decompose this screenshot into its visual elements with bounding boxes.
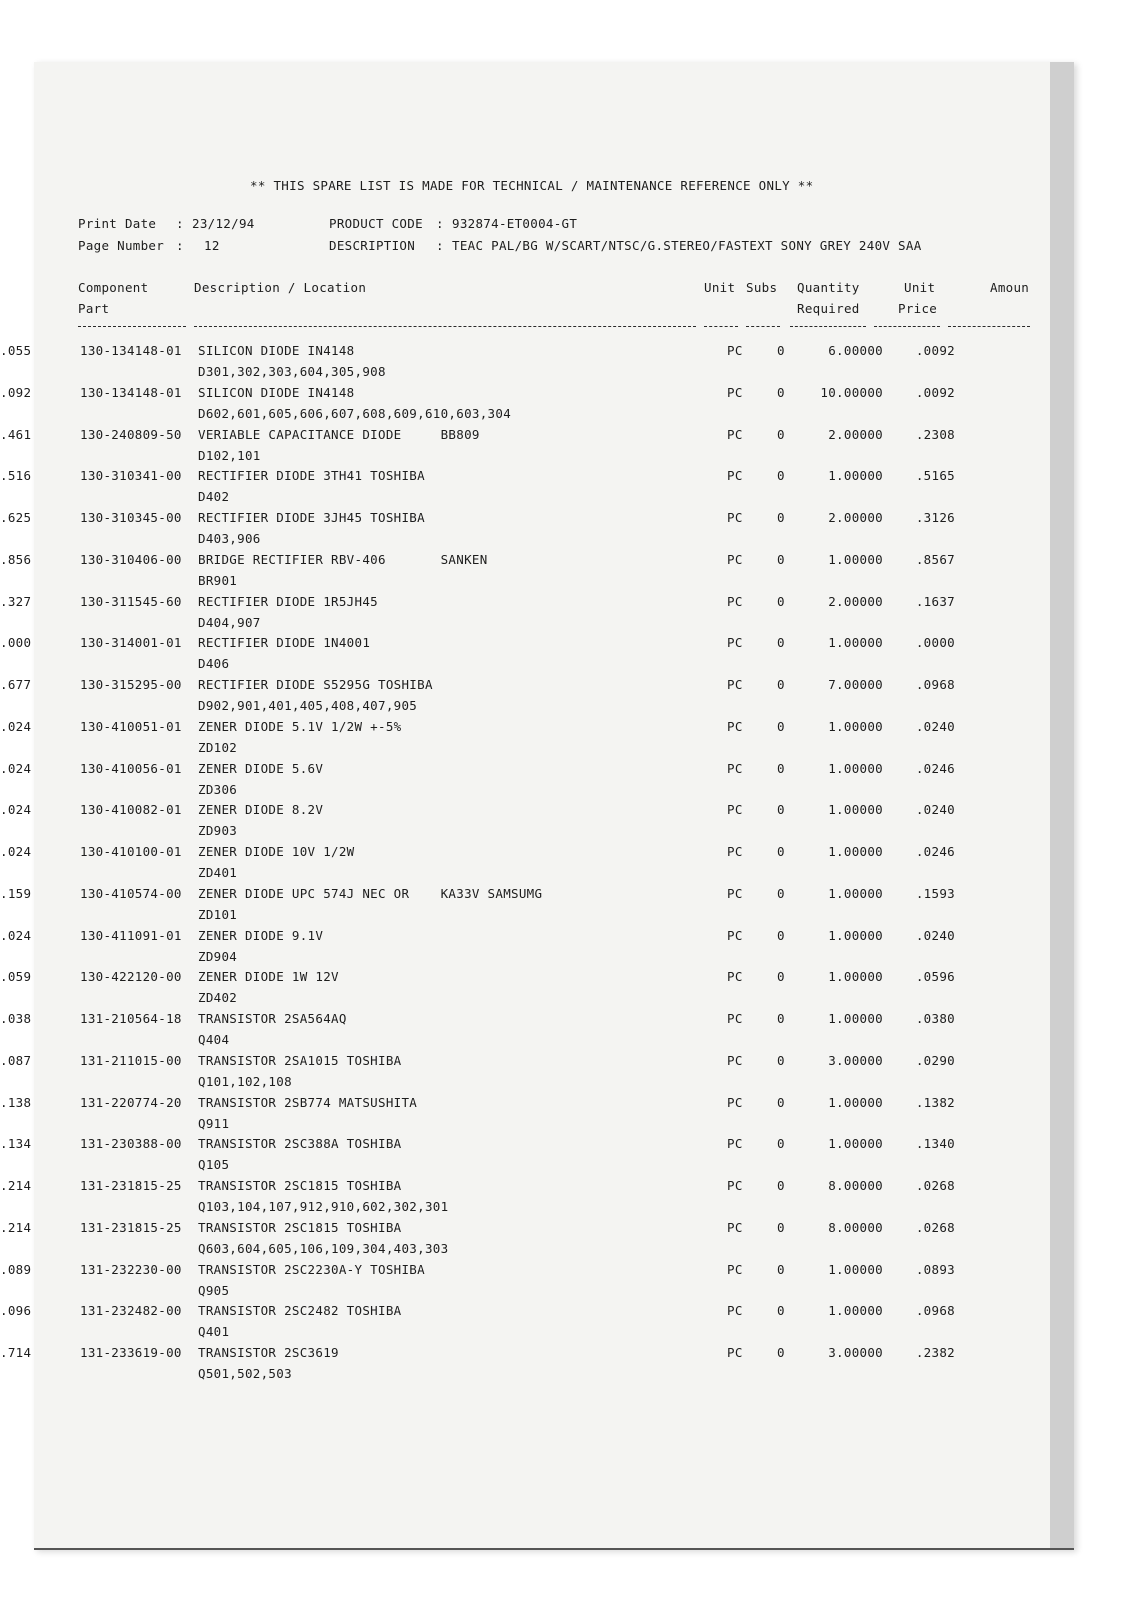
subs: 0	[777, 677, 785, 692]
part-number: 131-233619-00	[80, 1345, 182, 1360]
part-number: 130-134148-01	[80, 384, 182, 400]
table-row	[0, 343, 1131, 385]
table-row	[0, 1011, 1131, 1053]
part-description: RECTIFIER DIODE 1R5JH45	[198, 593, 378, 609]
unit-price: .0268	[915, 1219, 955, 1235]
amount: .677	[0, 677, 32, 692]
part-location: Q404	[198, 1032, 230, 1047]
part-description: RECTIFIER DIODE 3TH41 TOSHIBA	[198, 468, 425, 484]
col-part: Part	[78, 301, 110, 316]
amount: .461	[0, 426, 32, 442]
unit: PC	[727, 677, 743, 692]
quantity-required: 1.00000	[828, 1094, 883, 1110]
part-number: 131-232230-00	[80, 1261, 182, 1277]
part-description: SILICON DIODE IN4148	[198, 384, 355, 400]
col-description: Description / Location	[194, 280, 367, 295]
part-description: ZENER DIODE 9.1V	[198, 927, 324, 943]
part-number: 131-230388-00	[80, 1136, 182, 1152]
table-row	[0, 468, 1131, 510]
col-required: Required	[797, 301, 860, 316]
quantity-required: 8.00000	[828, 1178, 883, 1193]
unit: PC	[727, 885, 743, 901]
table-row	[0, 385, 1131, 427]
part-number: 130-311545-60	[80, 593, 182, 609]
part-number: 131-231815-25	[80, 1219, 182, 1235]
subs: 0	[777, 802, 785, 818]
part-location: Q905	[198, 1282, 230, 1298]
amount: .138	[0, 1094, 32, 1110]
quantity-required: 1.00000	[828, 468, 883, 484]
table-row	[0, 1220, 1131, 1262]
part-description: ZENER DIODE 8.2V	[198, 802, 324, 818]
unit-price: .8567	[915, 551, 955, 567]
subs: 0	[777, 1136, 785, 1152]
unit-price: .1340	[915, 1136, 955, 1152]
amount: .087	[0, 1052, 32, 1068]
unit-price: .0092	[915, 384, 955, 400]
part-location: D402	[198, 489, 230, 505]
unit: PC	[727, 551, 743, 567]
part-description: SILICON DIODE IN4148	[198, 343, 355, 358]
part-number: 130-410056-01	[80, 760, 182, 776]
table-row	[0, 1095, 1131, 1137]
unit-price: .0968	[915, 1303, 955, 1319]
amount: .625	[0, 510, 32, 525]
rule-price	[874, 326, 940, 328]
table-row	[0, 594, 1131, 636]
part-description: TRANSISTOR 2SC1815 TOSHIBA	[198, 1219, 402, 1235]
rule-subs	[746, 326, 780, 328]
subs: 0	[777, 1178, 785, 1193]
part-description: RECTIFIER DIODE S5295G TOSHIBA	[198, 677, 433, 692]
quantity-required: 1.00000	[828, 969, 883, 985]
unit: PC	[727, 1011, 743, 1026]
unit-price: .1593	[915, 885, 955, 901]
amount: .134	[0, 1136, 32, 1152]
subs: 0	[777, 1303, 785, 1319]
unit: PC	[727, 802, 743, 818]
part-description: ZENER DIODE 10V 1/2W	[198, 844, 355, 859]
unit: PC	[727, 760, 743, 776]
rule-quantity	[790, 326, 866, 328]
unit: PC	[727, 927, 743, 943]
part-description: TRANSISTOR 2SC2230A-Y TOSHIBA	[198, 1261, 425, 1277]
part-location: ZD306	[198, 781, 238, 797]
table-row	[0, 844, 1131, 886]
part-number: 130-410100-01	[80, 844, 182, 859]
unit-price: .1637	[915, 593, 955, 609]
colon: :	[176, 216, 184, 231]
subs: 0	[777, 343, 785, 358]
part-location: Q911	[198, 1115, 230, 1131]
part-location: D301,302,303,604,305,908	[198, 364, 386, 379]
part-location: Q101,102,108	[198, 1073, 292, 1089]
part-number: 130-410574-00	[80, 885, 182, 901]
quantity-required: 2.00000	[828, 426, 883, 442]
subs: 0	[777, 1094, 785, 1110]
amount: .024	[0, 927, 32, 943]
amount: .089	[0, 1261, 32, 1277]
subs: 0	[777, 510, 785, 525]
part-number: 130-134148-01	[80, 343, 182, 358]
quantity-required: 6.00000	[828, 343, 883, 358]
part-description: ZENER DIODE UPC 574J NEC OR KA33V SAMSUMG	[198, 885, 543, 901]
unit-price: .0240	[915, 802, 955, 818]
unit-price: .0268	[915, 1178, 955, 1193]
table-row	[0, 635, 1131, 677]
unit: PC	[727, 969, 743, 985]
unit-price: .0240	[915, 927, 955, 943]
part-location: D602,601,605,606,607,608,609,610,603,304	[198, 405, 512, 421]
amount: .024	[0, 718, 32, 734]
subs: 0	[777, 635, 785, 651]
part-description: ZENER DIODE 1W 12V	[198, 969, 339, 985]
quantity-required: 3.00000	[828, 1345, 883, 1360]
amount: .214	[0, 1178, 32, 1193]
unit-price: .5165	[915, 468, 955, 484]
unit-price: .0968	[915, 677, 955, 692]
table-row	[0, 510, 1131, 552]
amount: .000	[0, 635, 32, 651]
unit-price: .2308	[915, 426, 955, 442]
table-row	[0, 969, 1131, 1011]
part-description: TRANSISTOR 2SA564AQ	[198, 1011, 347, 1026]
amount: .327	[0, 593, 32, 609]
unit: PC	[727, 844, 743, 859]
table-row	[0, 1178, 1131, 1220]
colon: :	[436, 216, 444, 231]
subs: 0	[777, 969, 785, 985]
subs: 0	[777, 468, 785, 484]
unit: PC	[727, 635, 743, 651]
unit-price: .0380	[915, 1011, 955, 1026]
unit-price: .0290	[915, 1052, 955, 1068]
description-value: TEAC PAL/BG W/SCART/NTSC/G.STEREO/FASTEXT SONY GREY 240V SAA	[452, 238, 922, 253]
quantity-required: 1.00000	[828, 1136, 883, 1152]
subs: 0	[777, 593, 785, 609]
amount: .024	[0, 802, 32, 818]
part-description: BRIDGE RECTIFIER RBV-406 SANKEN	[198, 551, 488, 567]
subs: 0	[777, 551, 785, 567]
part-number: 130-410051-01	[80, 718, 182, 734]
quantity-required: 1.00000	[828, 844, 883, 859]
description-label: DESCRIPTION	[329, 238, 416, 253]
part-number: 131-232482-00	[80, 1303, 182, 1319]
part-description: TRANSISTOR 2SC1815 TOSHIBA	[198, 1178, 402, 1193]
part-location: BR901	[198, 572, 238, 588]
part-description: ZENER DIODE 5.6V	[198, 760, 324, 776]
quantity-required: 1.00000	[828, 885, 883, 901]
amount: .159	[0, 885, 32, 901]
subs: 0	[777, 1261, 785, 1277]
table-row	[0, 1262, 1131, 1304]
unit: PC	[727, 343, 743, 358]
part-description: RECTIFIER DIODE 3JH45 TOSHIBA	[198, 510, 425, 525]
quantity-required: 2.00000	[828, 593, 883, 609]
disclaimer-banner: ** THIS SPARE LIST IS MADE FOR TECHNICAL / MAINTENANCE REFERENCE ONLY **	[250, 178, 814, 193]
subs: 0	[777, 384, 785, 400]
col-unit: Unit	[704, 280, 736, 295]
unit: PC	[727, 468, 743, 484]
unit: PC	[727, 1219, 743, 1235]
unit-price: .0246	[915, 844, 955, 859]
amount: .055	[0, 343, 32, 358]
table-row	[0, 886, 1131, 928]
table-row	[0, 1345, 1131, 1387]
table-row	[0, 928, 1131, 970]
subs: 0	[777, 1219, 785, 1235]
subs: 0	[777, 927, 785, 943]
unit: PC	[727, 1303, 743, 1319]
part-description: TRANSISTOR 2SB774 MATSUSHITA	[198, 1094, 418, 1110]
subs: 0	[777, 1052, 785, 1068]
quantity-required: 10.00000	[820, 384, 883, 400]
subs: 0	[777, 1345, 785, 1360]
quantity-required: 1.00000	[828, 1011, 883, 1026]
amount: .024	[0, 760, 32, 776]
part-number: 130-310345-00	[80, 510, 182, 525]
product-code-label: PRODUCT CODE	[329, 216, 423, 231]
part-location: Q603,604,605,106,109,304,403,303	[198, 1240, 449, 1256]
unit: PC	[727, 510, 743, 525]
col-amount: Amoun	[990, 280, 1030, 295]
amount: .092	[0, 384, 32, 400]
part-number: 130-410082-01	[80, 802, 182, 818]
amount: .516	[0, 468, 32, 484]
unit: PC	[727, 426, 743, 442]
quantity-required: 1.00000	[828, 635, 883, 651]
part-location: ZD402	[198, 990, 238, 1006]
table-row	[0, 1136, 1131, 1178]
unit-price: .0240	[915, 718, 955, 734]
quantity-required: 1.00000	[828, 927, 883, 943]
rule-unit	[704, 326, 738, 328]
table-row	[0, 802, 1131, 844]
part-location: Q501,502,503	[198, 1366, 292, 1381]
unit: PC	[727, 1345, 743, 1360]
part-location: D902,901,401,405,408,407,905	[198, 698, 418, 713]
unit-price: .0596	[915, 969, 955, 985]
quantity-required: 3.00000	[828, 1052, 883, 1068]
unit-price: .1382	[915, 1094, 955, 1110]
colon: :	[436, 238, 444, 253]
part-number: 130-422120-00	[80, 969, 182, 985]
part-number: 130-240809-50	[80, 426, 182, 442]
unit: PC	[727, 593, 743, 609]
unit: PC	[727, 1094, 743, 1110]
table-row	[0, 719, 1131, 761]
col-subs: Subs	[746, 280, 778, 295]
unit-price: .0246	[915, 760, 955, 776]
unit: PC	[727, 718, 743, 734]
part-location: D102,101	[198, 447, 261, 463]
part-description: RECTIFIER DIODE 1N4001	[198, 635, 371, 651]
unit: PC	[727, 1136, 743, 1152]
table-row	[0, 677, 1131, 719]
part-location: Q401	[198, 1324, 230, 1340]
page-number-value: 12	[204, 238, 220, 253]
table-row	[0, 1053, 1131, 1095]
unit: PC	[727, 1178, 743, 1193]
part-description: TRANSISTOR 2SC388A TOSHIBA	[198, 1136, 402, 1152]
quantity-required: 1.00000	[828, 760, 883, 776]
part-number: 131-211015-00	[80, 1052, 182, 1068]
rule-amount	[948, 326, 1030, 328]
subs: 0	[777, 426, 785, 442]
table-row	[0, 1303, 1131, 1345]
subs: 0	[777, 844, 785, 859]
part-location: D406	[198, 656, 230, 672]
amount: .024	[0, 844, 32, 859]
print-date-label: Print Date	[78, 216, 157, 231]
part-location: ZD904	[198, 948, 238, 964]
quantity-required: 1.00000	[828, 1303, 883, 1319]
part-number: 131-231815-25	[80, 1178, 182, 1193]
table-row	[0, 427, 1131, 469]
col-unit-price: Unit	[904, 280, 936, 295]
part-location: ZD903	[198, 823, 238, 839]
part-location: D403,906	[198, 531, 261, 546]
part-number: 131-210564-18	[80, 1011, 182, 1026]
subs: 0	[777, 760, 785, 776]
unit-price: .0893	[915, 1261, 955, 1277]
unit-price: .3126	[915, 510, 955, 525]
quantity-required: 7.00000	[828, 677, 883, 692]
unit-price: .2382	[915, 1345, 955, 1360]
part-location: ZD401	[198, 865, 238, 880]
col-price: Price	[898, 301, 938, 316]
part-number: 130-314001-01	[80, 635, 182, 651]
amount: .856	[0, 551, 32, 567]
part-location: Q103,104,107,912,910,602,302,301	[198, 1199, 449, 1214]
part-number: 131-220774-20	[80, 1094, 182, 1110]
part-number: 130-411091-01	[80, 927, 182, 943]
subs: 0	[777, 885, 785, 901]
amount: .714	[0, 1345, 32, 1360]
part-location: D404,907	[198, 614, 261, 630]
quantity-required: 1.00000	[828, 1261, 883, 1277]
quantity-required: 2.00000	[828, 510, 883, 525]
part-description: TRANSISTOR 2SC3619	[198, 1345, 339, 1360]
col-quantity: Quantity	[797, 280, 860, 295]
table-row	[0, 761, 1131, 803]
unit: PC	[727, 384, 743, 400]
col-component: Component	[78, 280, 149, 295]
amount: .214	[0, 1219, 32, 1235]
part-description: VERIABLE CAPACITANCE DIODE BB809	[198, 426, 480, 442]
unit-price: .0092	[915, 343, 955, 358]
unit-price: .0000	[915, 635, 955, 651]
rule-part	[78, 326, 186, 328]
print-date-value: 23/12/94	[192, 216, 255, 231]
unit: PC	[727, 1052, 743, 1068]
part-location: ZD101	[198, 906, 238, 922]
rule-description	[194, 326, 696, 328]
part-location: Q105	[198, 1157, 230, 1173]
part-description: ZENER DIODE 5.1V 1/2W +-5%	[198, 718, 402, 734]
subs: 0	[777, 718, 785, 734]
part-location: ZD102	[198, 739, 238, 755]
subs: 0	[777, 1011, 785, 1026]
quantity-required: 1.00000	[828, 802, 883, 818]
quantity-required: 1.00000	[828, 551, 883, 567]
quantity-required: 8.00000	[828, 1219, 883, 1235]
part-number: 130-315295-00	[80, 677, 182, 692]
unit: PC	[727, 1261, 743, 1277]
part-description: TRANSISTOR 2SA1015 TOSHIBA	[198, 1052, 402, 1068]
quantity-required: 1.00000	[828, 718, 883, 734]
amount: .059	[0, 969, 32, 985]
colon: :	[176, 238, 184, 253]
amount: .038	[0, 1011, 32, 1026]
part-number: 130-310406-00	[80, 551, 182, 567]
amount: .096	[0, 1303, 32, 1319]
part-number: 130-310341-00	[80, 468, 182, 484]
product-code-value: 932874-ET0004-GT	[452, 216, 578, 231]
table-row	[0, 552, 1131, 594]
page-number-label: Page Number	[78, 238, 165, 253]
part-description: TRANSISTOR 2SC2482 TOSHIBA	[198, 1303, 402, 1319]
